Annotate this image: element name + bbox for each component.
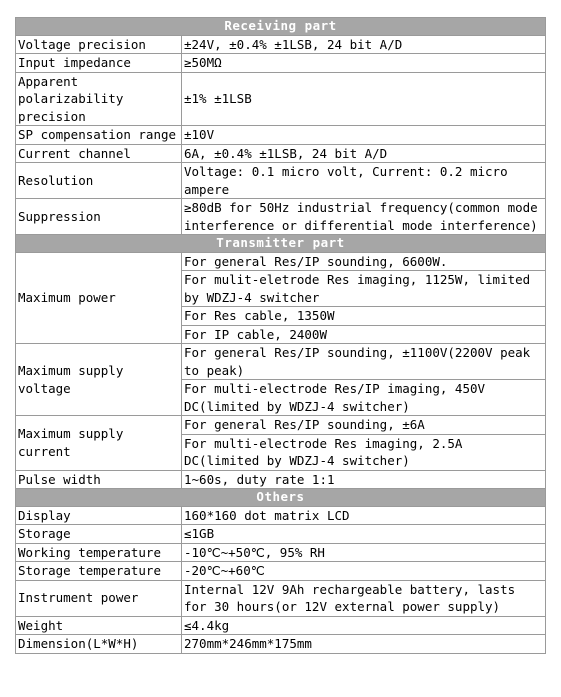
table-row xyxy=(16,163,546,199)
spec-label: Maximum supply current xyxy=(16,416,182,471)
spec-value: For multi-electrode Res/IP imaging, 450V DC(limited by WDZJ-4 switcher) xyxy=(182,380,546,416)
spec-value: -10℃~+50℃, 95% RH xyxy=(182,543,546,562)
table-row xyxy=(16,344,546,380)
table-row xyxy=(16,635,546,654)
spec-value: ±10V xyxy=(182,126,546,145)
spec-label: Storage temperature xyxy=(16,562,182,581)
spec-value: ≥50MΩ xyxy=(182,54,546,73)
spec-value: ≤1GB xyxy=(182,525,546,544)
spec-value: Internal 12V 9Ah rechargeable battery, lasts for 30 hours(or 12V external power supply) xyxy=(182,580,546,616)
spec-value: ±24V, ±0.4% ±1LSB, 24 bit A/D xyxy=(182,35,546,54)
table-row xyxy=(16,580,546,616)
spec-label: Storage xyxy=(16,525,182,544)
spec-label: Maximum power xyxy=(16,252,182,344)
spec-value: 1~60s, duty rate 1:1 xyxy=(182,470,546,489)
spec-value: For general Res/IP sounding, ±1100V(2200V peak to peak) xyxy=(182,344,546,380)
table-row xyxy=(16,35,546,54)
spec-value: For multi-electrode Res imaging, 2.5A DC(limited by WDZJ-4 switcher) xyxy=(182,434,546,470)
spec-value: For general Res/IP sounding, ±6A xyxy=(182,416,546,435)
spec-label: Apparent polarizability precision xyxy=(16,72,182,126)
spec-value: For mulit-eletrode Res imaging, 1125W, limited by WDZJ-4 switcher xyxy=(182,271,546,307)
section-header-row xyxy=(16,235,546,253)
spec-label: Working temperature xyxy=(16,543,182,562)
spec-label: Resolution xyxy=(16,163,182,199)
table-row xyxy=(16,525,546,544)
spec-value: 6A, ±0.4% ±1LSB, 24 bit A/D xyxy=(182,144,546,163)
section-header-row xyxy=(16,18,546,36)
spec-label: Dimension(L*W*H) xyxy=(16,635,182,654)
spec-label: Suppression xyxy=(16,199,182,235)
section-title: Transmitter part xyxy=(16,235,546,253)
spec-value: Voltage: 0.1 micro volt, Current: 0.2 micro ampere xyxy=(182,163,546,199)
spec-label: Voltage precision xyxy=(16,35,182,54)
table-row xyxy=(16,616,546,635)
spec-label: Instrument power xyxy=(16,580,182,616)
table-row xyxy=(16,506,546,525)
table-row xyxy=(16,562,546,581)
spec-value: For IP cable, 2400W xyxy=(182,325,546,344)
table-row xyxy=(16,54,546,73)
table-row xyxy=(16,252,546,271)
spec-label: Maximum supply voltage xyxy=(16,344,182,416)
table-row xyxy=(16,470,546,489)
spec-label: SP compensation range xyxy=(16,126,182,145)
spec-label: Display xyxy=(16,506,182,525)
spec-value: 270mm*246mm*175mm xyxy=(182,635,546,654)
spec-label: Input impedance xyxy=(16,54,182,73)
spec-value: ≤4.4kg xyxy=(182,616,546,635)
table-row xyxy=(16,126,546,145)
spec-sheet xyxy=(15,17,545,654)
table-row xyxy=(16,72,546,126)
spec-table-body xyxy=(16,18,546,654)
spec-value: ±1% ±1LSB xyxy=(182,72,546,126)
spec-label: Weight xyxy=(16,616,182,635)
section-title: Receiving part xyxy=(16,18,546,36)
spec-value: ≥80dB for 50Hz industrial frequency(common mode interference or differential mode interference) xyxy=(182,199,546,235)
table-row xyxy=(16,543,546,562)
spec-value: For Res cable, 1350W xyxy=(182,307,546,326)
spec-table xyxy=(15,17,546,654)
spec-value: -20℃~+60℃ xyxy=(182,562,546,581)
spec-value: 160*160 dot matrix LCD xyxy=(182,506,546,525)
table-row xyxy=(16,416,546,435)
section-header-row xyxy=(16,489,546,507)
table-row xyxy=(16,199,546,235)
spec-label: Pulse width xyxy=(16,470,182,489)
spec-label: Current channel xyxy=(16,144,182,163)
spec-value: For general Res/IP sounding, 6600W. xyxy=(182,252,546,271)
table-row xyxy=(16,144,546,163)
section-title: Others xyxy=(16,489,546,507)
